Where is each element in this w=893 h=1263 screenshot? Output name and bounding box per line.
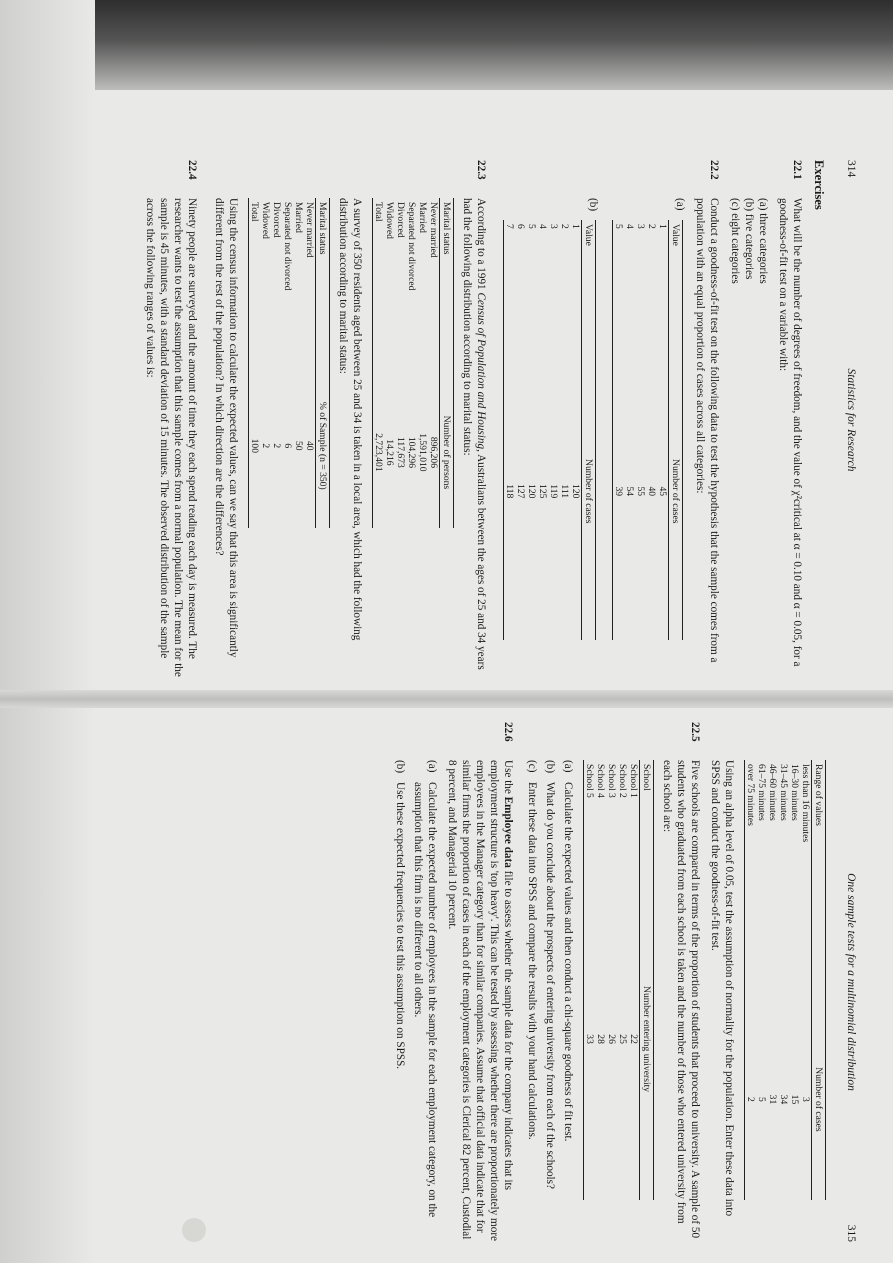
column-header: Value — [582, 220, 596, 343]
exercise-number: 22.2 — [708, 160, 720, 180]
scan-left-shadow — [0, 0, 95, 1263]
table-row: Widowed 14,216 — [384, 202, 395, 466]
table-row: 4 125 — [537, 224, 548, 499]
table-row: School 4 28 — [595, 764, 606, 1044]
table-marital-census — [372, 198, 454, 528]
table-row: 7 118 — [504, 220, 516, 640]
table-row: Divorced 117,673 — [395, 202, 406, 468]
table-row: Never married 40 — [304, 202, 315, 451]
exercise-number: 22.1 — [791, 160, 803, 180]
exercise-text: A survey of 350 residents aged between 25 and 34 is taken in a local area, which had the following distribution according to marital status: — [337, 198, 363, 641]
table-row: 1 120 — [570, 224, 581, 499]
table-row: Total 100 — [249, 198, 261, 528]
table-row: less than 16 minutes 3 — [800, 764, 811, 1102]
table-22-2b — [503, 220, 596, 640]
option-item: (b) five categories — [743, 198, 755, 280]
column-header: Number of cases — [812, 999, 826, 1200]
column-header: Number of cases — [669, 343, 683, 641]
table-row: School 5 33 — [584, 760, 596, 1200]
table-row: 1 45 — [657, 224, 668, 497]
exercise-22-4 — [137, 160, 199, 680]
table-row: 5 120 — [526, 224, 537, 499]
part-a — [604, 198, 687, 680]
table-row: 2 40 — [646, 224, 657, 497]
table-row: Widowed 2 — [260, 202, 271, 449]
table-row: Never married 896,206 — [428, 202, 439, 468]
part-b — [495, 198, 600, 680]
exercise-text: Using the census information to calculate the expected values, can we say that this area is significantly different from the rest of the population? In which direction are the differences? — [213, 198, 239, 658]
column-header: Marital status — [316, 198, 330, 364]
left-page-header — [840, 160, 858, 680]
part-item: (a) Calculate the expected number of employees in the sample for each employment category, on the assumption that this firm is no different to all others. — [412, 760, 438, 1218]
page-number: 315 — [845, 1224, 857, 1242]
column-header: School — [640, 760, 654, 878]
table-row: Divorced 2 — [271, 202, 282, 449]
exercise-22-3 — [206, 160, 488, 680]
table-row: 16–30 minutes 15 — [789, 764, 800, 1105]
table-row: Separated not divorced 104,296 — [406, 202, 417, 468]
part-item: (b) Use these expected frequencies to test this assumption on SPSS. — [394, 760, 406, 1070]
table-reading-ranges — [744, 760, 826, 1200]
exercise-text: According to a 1991 Census of Population and Housing, Australians between the ages of 25 and 34 years had the following distribution according to marital status: — [461, 198, 487, 670]
exercise-text: Five schools are compared in terms of the proportion of students that proceed to university. A sample of 50 students who graduated from each school is taken and the number of those who entered university from each school are: — [661, 760, 701, 1239]
running-title: One sample tests for a multinomial distribution — [845, 873, 857, 1091]
exercise-number: 22.6 — [502, 722, 514, 742]
part-label: (a) — [674, 198, 686, 211]
part-item: (c) Enter these data into SPSS and compare the results with your hand calculations. — [526, 760, 538, 1140]
column-header: Number entering university — [640, 878, 654, 1200]
running-title: Statistics for Research — [845, 368, 857, 472]
table-row: 2 111 — [559, 224, 570, 499]
exercise-text: Use the Employee data file to assess whether the sample data for the company indicates that its employment structure is 'top heavy'. This can be tested by assessing whether there are proportionately more employees in the Manager category than for similar companies. Assume that official data indicate that for similar firms the proportion of cases in each of the employment categories is Clerical 82 percent, Custodial 8 percent, and Managerial 10 percent. — [446, 760, 514, 1242]
table-row: 61–75 minutes 5 — [756, 764, 767, 1102]
table-row: 31–45 minutes 34 — [778, 764, 789, 1105]
option-item: (c) eight categories — [729, 198, 741, 284]
table-row: Total 2,723,401 — [373, 198, 385, 528]
column-header: Marital status — [440, 198, 454, 377]
exercise-number: 22.3 — [475, 160, 487, 180]
table-row: 6 127 — [515, 224, 526, 499]
table-row: 5 39 — [613, 220, 625, 640]
section-title: Exercises — [812, 160, 826, 210]
table-row: 46–60 minutes 31 — [767, 764, 778, 1105]
table-row: 4 54 — [624, 224, 635, 497]
table-row: 3 55 — [635, 224, 646, 497]
table-row: 3 119 — [548, 224, 559, 499]
part-label: (b) — [587, 198, 599, 212]
exercise-22-1 — [728, 160, 804, 680]
exercise-text: Ninety people are surveyed and the amount of time they each spend reading each day is measured. The researcher wants to test the assumption that this sample comes from a normal population. The mean for the sample is 45 minutes, with a standard deviation of 15 minutes. The observed distribution of the sample across the following ranges of values is: — [144, 198, 198, 677]
exercise-text: Conduct a goodness-of-fit test on the following data to test the hypothesis that the sample comes from a population with an equal proportion of cases across all categories: — [694, 198, 720, 663]
exercise-text: Using an alpha level of 0.05, test the assumption of normality for the population. Enter these data into SPSS and conduct the goodness-of-fit test. — [709, 760, 735, 1217]
page-number: 314 — [845, 160, 857, 178]
scan-top-shadow — [0, 0, 893, 90]
table-marital-sample — [248, 198, 330, 528]
part-item: (a) Calculate the expected values and then conduct a chi-square goodness of fit test. — [562, 760, 574, 1142]
table-row: over 75 minutes 2 — [745, 760, 757, 1200]
column-header: Number of cases — [582, 343, 596, 641]
exercise-22-5 — [525, 722, 702, 1242]
exercise-number: 22.4 — [186, 160, 198, 180]
exercise-text: What will be the number of degrees of freedom, and the value of χ²critical at α = 0.10 and α = 0.05, for a goodness-of-fit test on a variable with: — [777, 198, 803, 667]
exercise-number: 22.5 — [689, 722, 701, 742]
table-row: School 3 26 — [606, 764, 617, 1044]
exercise-22-2 — [495, 160, 721, 680]
option-item: (a) three categories — [757, 198, 769, 284]
table-row: Married 50 — [293, 202, 304, 451]
option-list — [728, 198, 770, 680]
table-22-2a — [612, 220, 683, 640]
right-page — [146, 722, 858, 1242]
table-row: School 2 25 — [617, 764, 628, 1044]
right-page-header — [840, 722, 858, 1242]
column-header: Range of values — [812, 760, 826, 999]
table-row: School 1 22 — [628, 764, 639, 1044]
table-schools — [583, 760, 654, 1200]
part-item: (b) What do you conclude about the prospects of entering university from each of the schools? — [544, 760, 556, 1189]
column-header: % of Sample (n = 350) — [316, 364, 330, 528]
exercise-22-6 — [393, 722, 515, 1242]
column-header: Value — [669, 220, 683, 343]
column-header: Number of persons — [440, 377, 454, 528]
book-spine — [0, 690, 893, 708]
left-page — [146, 160, 858, 680]
table-row: Married 1,591,010 — [417, 202, 428, 472]
table-row: Separated not divorced 6 — [282, 202, 293, 449]
